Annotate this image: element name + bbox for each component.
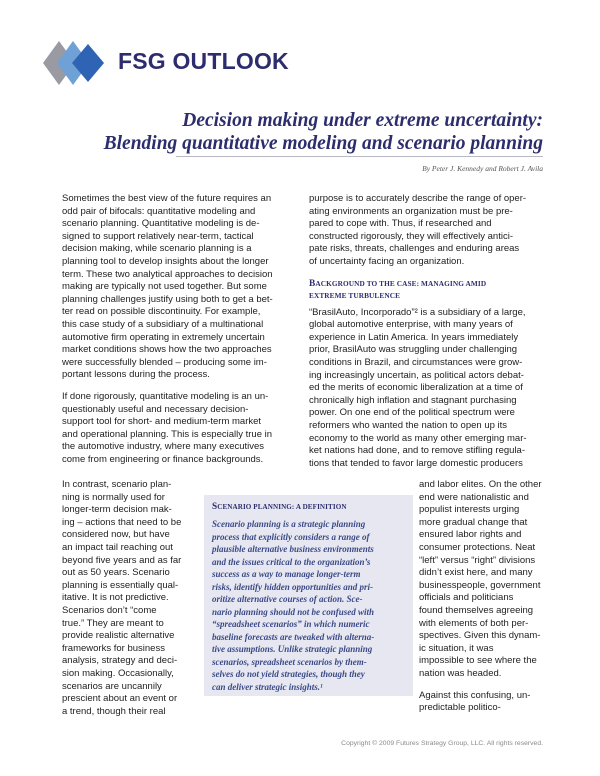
text-line: portant lessons during the process. — [62, 369, 210, 381]
text-line: conditions in Brazil, and circumstances were grow- — [309, 356, 523, 368]
text-line: considered now, but have — [62, 529, 170, 541]
text-line: this case study of a subsidiary of a multinational — [62, 318, 264, 330]
logo-diamonds-icon — [42, 38, 116, 88]
text-line: an impact tail reaching out — [62, 541, 173, 553]
text-line: ing increasingly uncertain, as political actors debat- — [309, 369, 524, 381]
text-line: tive assumptions. Unlike strategic planning — [212, 644, 373, 654]
right-column-lower — [419, 479, 555, 724]
byline: By Peter J. Kennedy and Robert J. Avila — [422, 164, 543, 173]
copyright-footer: Copyright © 2009 Futures Strategy Group, LLC. All rights reserved. — [341, 740, 543, 747]
text-line: If done rigorously, quantitative modeling is an un- — [62, 390, 269, 402]
text-line: scenario planning. Quantitative modeling is de- — [62, 218, 260, 230]
text-line: oritize alternative courses of action. Sce- — [212, 594, 363, 604]
title-divider — [176, 156, 543, 157]
text-line: planning tool to develop insights about the longer — [62, 255, 269, 267]
text-line: baseline forecasts are tweaked with alterna- — [212, 631, 375, 642]
text-line: were successfully blended – producing some im- — [62, 356, 267, 368]
text-line: power. On one end of the political spectrum were — [309, 407, 515, 419]
right-column — [309, 193, 554, 479]
text-line: Scenario planning is a strategic planning — [212, 519, 366, 529]
text-line: making are typically not used together. But some — [62, 281, 267, 293]
text-line: planning is essentially qual- — [62, 579, 179, 591]
text-line: a trend, though their real — [62, 705, 166, 717]
text-line: experience in Latin America. In years immediately — [309, 331, 519, 343]
text-line: itative. It is not predictive. — [62, 592, 169, 604]
text-line: decision making, while scenario planning is a — [62, 243, 252, 255]
section-heading-line-1: ACKGROUND TO THE CASE: MANAGING AMID — [315, 278, 487, 288]
text-line: odd pair of bifocals: quantitative modeling and — [62, 205, 256, 217]
text-line: predictable politico- — [419, 702, 501, 714]
text-line: pate risks, threats, challenges and enduring areas — [309, 243, 520, 255]
right-paragraph-1 — [309, 193, 554, 269]
text-line: plausible alternative business environments — [212, 544, 374, 554]
text-line: impossible to see where the — [419, 655, 537, 667]
sidebar-title — [212, 501, 404, 513]
text-line: true.” They are meant to — [62, 617, 164, 629]
text-line: selves do not yield strategies, though they — [212, 669, 365, 679]
text-line: tions that tended to favor large domestic producers — [309, 457, 523, 469]
text-line: success as a way to manage longer-term — [212, 569, 361, 579]
text-line: ket nations had done, and to remove stifling regula- — [309, 445, 525, 457]
text-line: out as 50 years. Scenario — [62, 567, 170, 579]
text-line: and the issues critical to the organization’s — [212, 556, 371, 567]
text-line: and operational planning. This is especially true in — [62, 428, 273, 440]
text-line: signed to support relatively near-term, tactical — [62, 230, 254, 242]
text-line: support tool for short- and medium-term market — [62, 416, 262, 428]
text-line: ic situation, it was — [419, 642, 494, 654]
text-line: consumer protections. Neat — [419, 541, 536, 553]
text-line: ter read on possible discontinuity. For example, — [62, 306, 261, 318]
left-paragraph-1 — [62, 193, 300, 382]
text-line: questionably useful and necessary decision- — [62, 403, 249, 415]
text-line: market conditions shows how the two approaches — [62, 344, 272, 356]
sidebar-title-text: CENARIO PLANNING: A DEFINITION — [217, 503, 347, 511]
text-line: risks, identify hidden opportunities and pri- — [212, 581, 374, 592]
text-line: nation was headed. — [419, 667, 502, 679]
article-title — [104, 109, 543, 155]
text-line: ed the merits of economic liberalization at a time of — [309, 382, 523, 394]
text-line: automotive firm operating in extremely uncertain — [62, 331, 265, 343]
left-column-lower — [62, 479, 194, 727]
text-line: “spreadsheet scenarios” in which numeric — [212, 619, 370, 629]
text-line: ating environments an organization must be pre- — [309, 205, 513, 217]
left-column — [62, 193, 300, 475]
text-line: economy to the world as many other emerging mar- — [309, 432, 527, 444]
text-line: populist interests urging — [419, 504, 520, 516]
text-line: spectives. Given this dynam- — [419, 630, 541, 642]
right-paragraph-2-continued — [419, 479, 555, 681]
text-line: ensured labor rights and — [419, 529, 522, 541]
text-line: officials and politicians — [419, 592, 514, 604]
text-line: “left” versus “right” divisions — [419, 554, 536, 566]
right-paragraph-2 — [309, 307, 554, 471]
text-line: Scenarios don’t “come — [62, 604, 157, 616]
text-line: sion making. Occasionally, — [62, 667, 174, 679]
text-line: didn’t exist here, and many — [419, 567, 533, 579]
sidebar-body — [212, 518, 404, 693]
section-heading — [309, 278, 554, 301]
text-line: constructed rigorously, they will effectively antici- — [309, 230, 513, 242]
text-line: pared to cope with. Thus, if researched and — [309, 218, 492, 230]
text-line: “BrasilAuto, Incorporado”² is a subsidiary of a large, — [309, 306, 526, 318]
text-line: prior, BrasilAuto was struggling under challenging — [309, 344, 518, 356]
section-heading-initial: B — [309, 278, 316, 289]
text-line: analysis, strategy and deci- — [62, 655, 178, 667]
text-line: planning challenges justify using both to get a bet- — [62, 293, 273, 305]
logo-text: FSG OUTLOOK — [118, 48, 289, 74]
text-line: end were nationalistic and — [419, 491, 529, 503]
text-line: global automotive enterprise, with many years of — [309, 319, 513, 331]
text-line: frameworks for business — [62, 642, 165, 654]
text-line: ing – actions that need to be — [62, 516, 182, 528]
text-line: of uncertainty facing an organization. — [309, 255, 465, 267]
text-line: longer-term decision mak- — [62, 504, 172, 516]
right-paragraph-3 — [419, 690, 555, 715]
text-line: term. These two analytical approaches to decision — [62, 268, 273, 280]
text-line: more gradual change that — [419, 516, 528, 528]
text-line: ning is normally used for — [62, 491, 165, 503]
text-line: Against this confusing, un- — [419, 689, 531, 701]
title-line-1: Decision making under extreme uncertainty: — [182, 110, 543, 131]
title-line-2: Blending quantitative modeling and scenario planning — [103, 133, 543, 154]
text-line: come from engineering or finance backgrounds. — [62, 453, 264, 465]
left-paragraph-2 — [62, 391, 300, 467]
text-line: and labor elites. On the other — [419, 479, 542, 490]
text-line: nario planning should not be confused with — [212, 606, 375, 617]
text-line: process that explicitly considers a range of — [212, 531, 370, 542]
sidebar-title-initial: S — [212, 501, 218, 511]
text-line: reformers who wanted the nation to open up its — [309, 419, 508, 431]
text-line: chronically high inflation and stagnant purchasing — [309, 394, 517, 406]
text-line: the automotive industry, where many executives — [62, 441, 265, 453]
text-line: found themselves agreeing — [419, 604, 534, 616]
definition-sidebar — [204, 495, 413, 696]
text-line: prescient about an event or — [62, 693, 178, 705]
text-line: scenarios, spreadsheet scenarios by them- — [212, 656, 367, 667]
text-line: can deliver strategic insights.¹ — [212, 681, 323, 692]
left-paragraph-3 — [62, 479, 194, 718]
text-line: businesspeople, government — [419, 579, 541, 591]
text-line: with elements of both per- — [419, 617, 529, 629]
text-line: purpose is to accurately describe the range of oper- — [309, 193, 527, 204]
text-line: Sometimes the best view of the future requires an — [62, 193, 272, 204]
text-line: beyond five years and as far — [62, 554, 182, 566]
section-heading-line-2: EXTREME TURBULENCE — [309, 290, 401, 300]
text-line: In contrast, scenario plan- — [62, 479, 172, 490]
text-line: provide realistic alternative — [62, 630, 175, 642]
text-line: scenarios are uncannily — [62, 680, 162, 692]
fsg-logo — [42, 38, 289, 88]
